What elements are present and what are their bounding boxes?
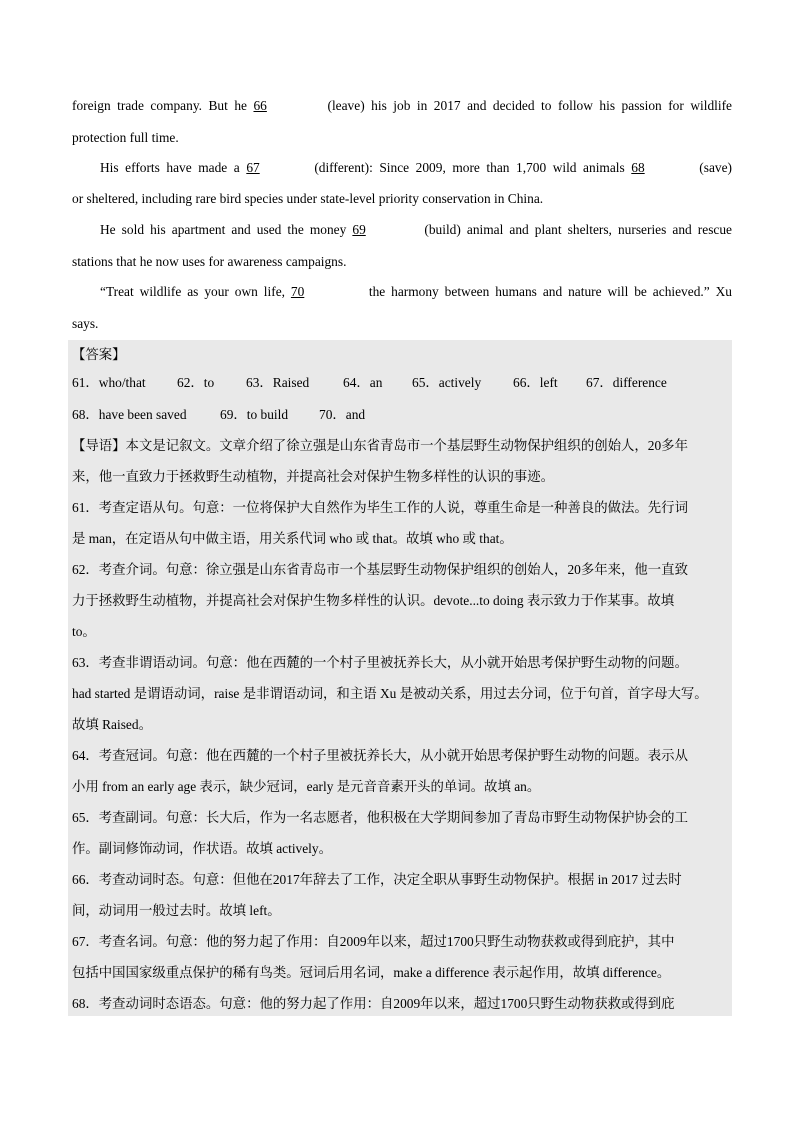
passage-line-5 <box>100 220 732 240</box>
answer-65: 65．actively <box>412 375 482 390</box>
text: His efforts have made a <box>100 160 240 175</box>
blank-70: 70 <box>290 284 305 299</box>
passage-line-1 <box>72 96 732 116</box>
blank-68: 68 <box>631 160 645 175</box>
text: “Treat wildlife as your own life, <box>100 284 285 299</box>
text: foreign trade company. But he <box>72 98 247 113</box>
explanation-line: 66．考查动词时态。句意：但他在2017年辞去了工作，决定全职从事野生动物保护。根据 in 2017 过去时 <box>72 872 682 887</box>
answer-69: 69．to build <box>220 407 289 422</box>
text: (different): Since 2009, more than 1,700 wild animals <box>314 160 625 175</box>
text: the harmony between humans and nature will be achieved.” Xu <box>368 284 732 299</box>
answers-row-1 <box>72 373 732 393</box>
answers-row-2 <box>72 405 732 425</box>
explanation-line: 小用 from an early age 表示，缺少冠词，early 是元音音素开头的单词。故填 an。 <box>72 779 541 794</box>
passage-line-4: or sheltered, including rare bird species under state-level priority conservation in China. <box>72 191 544 206</box>
explanation-line: 作。副词修饰动词，作状语。故填 actively。 <box>72 841 332 856</box>
explanation-line: 61．考查定语从句。句意：一位将保护大自然作为毕生工作的人说，尊重生命是一种善良的做法。先行词 <box>72 500 688 515</box>
answer-62: 62．to <box>177 375 215 390</box>
text: (leave) his job in 2017 and decided to follow his passion for wildlife <box>327 98 732 113</box>
blank-69: 69 <box>352 222 366 237</box>
explanation-line: 65．考查副词。句意：长大后，作为一名志愿者，他积极在大学期间参加了青岛市野生动物保护协会的工 <box>72 810 688 825</box>
text: (save) <box>699 160 732 175</box>
explanation-line: 63．考查非谓语动词。句意：他在西麓的一个村子里被抚养长大，从小就开始思考保护野生动物的问题。 <box>72 655 688 670</box>
blank-67: 67 <box>246 160 260 175</box>
explanation-line: 力于拯救野生动植物，并提高社会对保护生物多样性的认识。devote...to doing 表示致力于作某事。故填 <box>72 593 675 608</box>
answer-63: 63．Raised <box>246 375 310 390</box>
text: (build) animal and plant shelters, nurseries and rescue <box>424 222 732 237</box>
explanation-line: had started 是谓语动词，raise 是非谓语动词，和主语 Xu 是被动关系，用过去分词，位于句首，首字母大写。 <box>72 686 708 701</box>
explanation-line: 是 man，在定语从句中做主语，用关系代词 who 或 that。故填 who 或 that。 <box>72 531 513 546</box>
passage-line-3 <box>100 158 732 178</box>
passage-line-2: protection full time. <box>72 130 179 145</box>
explanation-line: 故填 Raised。 <box>72 717 152 732</box>
explanation-line: 68．考查动词时态语态。句意：他的努力起了作用：自2009年以来，超过1700只野生动物获救或得到庇 <box>72 996 675 1011</box>
explanation-line: 62．考查介词。句意：徐立强是山东省青岛市一个基层野生动物保护组织的创始人，20多年来，他一直致 <box>72 562 688 577</box>
passage-line-8: says. <box>72 316 99 331</box>
explanation-line: 67．考查名词。句意：他的努力起了作用：自2009年以来，超过1700只野生动物获救或得到庇护，其中 <box>72 934 675 949</box>
answer-header: 【答案】 <box>72 347 126 362</box>
passage-line-6: stations that he now uses for awareness campaigns. <box>72 254 347 269</box>
explanation-line: 64．考查冠词。句意：他在西麓的一个村子里被抚养长大，从小就开始思考保护野生动物的问题。表示从 <box>72 748 688 763</box>
answer-61: 61．who/that <box>72 375 146 390</box>
answer-68: 68．have been saved <box>72 407 187 422</box>
blank-66: 66 <box>253 98 267 113</box>
answer-66: 66．left <box>513 375 558 390</box>
answer-67: 67．difference <box>586 375 667 390</box>
explanation-line: 来，他一直致力于拯救野生动植物，并提高社会对保护生物多样性的认识的事迹。 <box>72 469 555 484</box>
explanation-line: 【导语】本文是记叙文。文章介绍了徐立强是山东省青岛市一个基层野生动物保护组织的创始人，20多年 <box>72 438 688 453</box>
passage-line-7 <box>100 282 732 302</box>
explanation-line: 间，动词用一般过去时。故填 left。 <box>72 903 281 918</box>
text: He sold his apartment and used the money <box>100 222 347 237</box>
answer-64: 64．an <box>343 375 383 390</box>
explanation-line: 包括中国国家级重点保护的稀有鸟类。冠词后用名词，make a difference 表示起作用，故填 difference。 <box>72 965 671 980</box>
explanation-line: to。 <box>72 624 96 639</box>
answer-70: 70．and <box>319 407 366 422</box>
